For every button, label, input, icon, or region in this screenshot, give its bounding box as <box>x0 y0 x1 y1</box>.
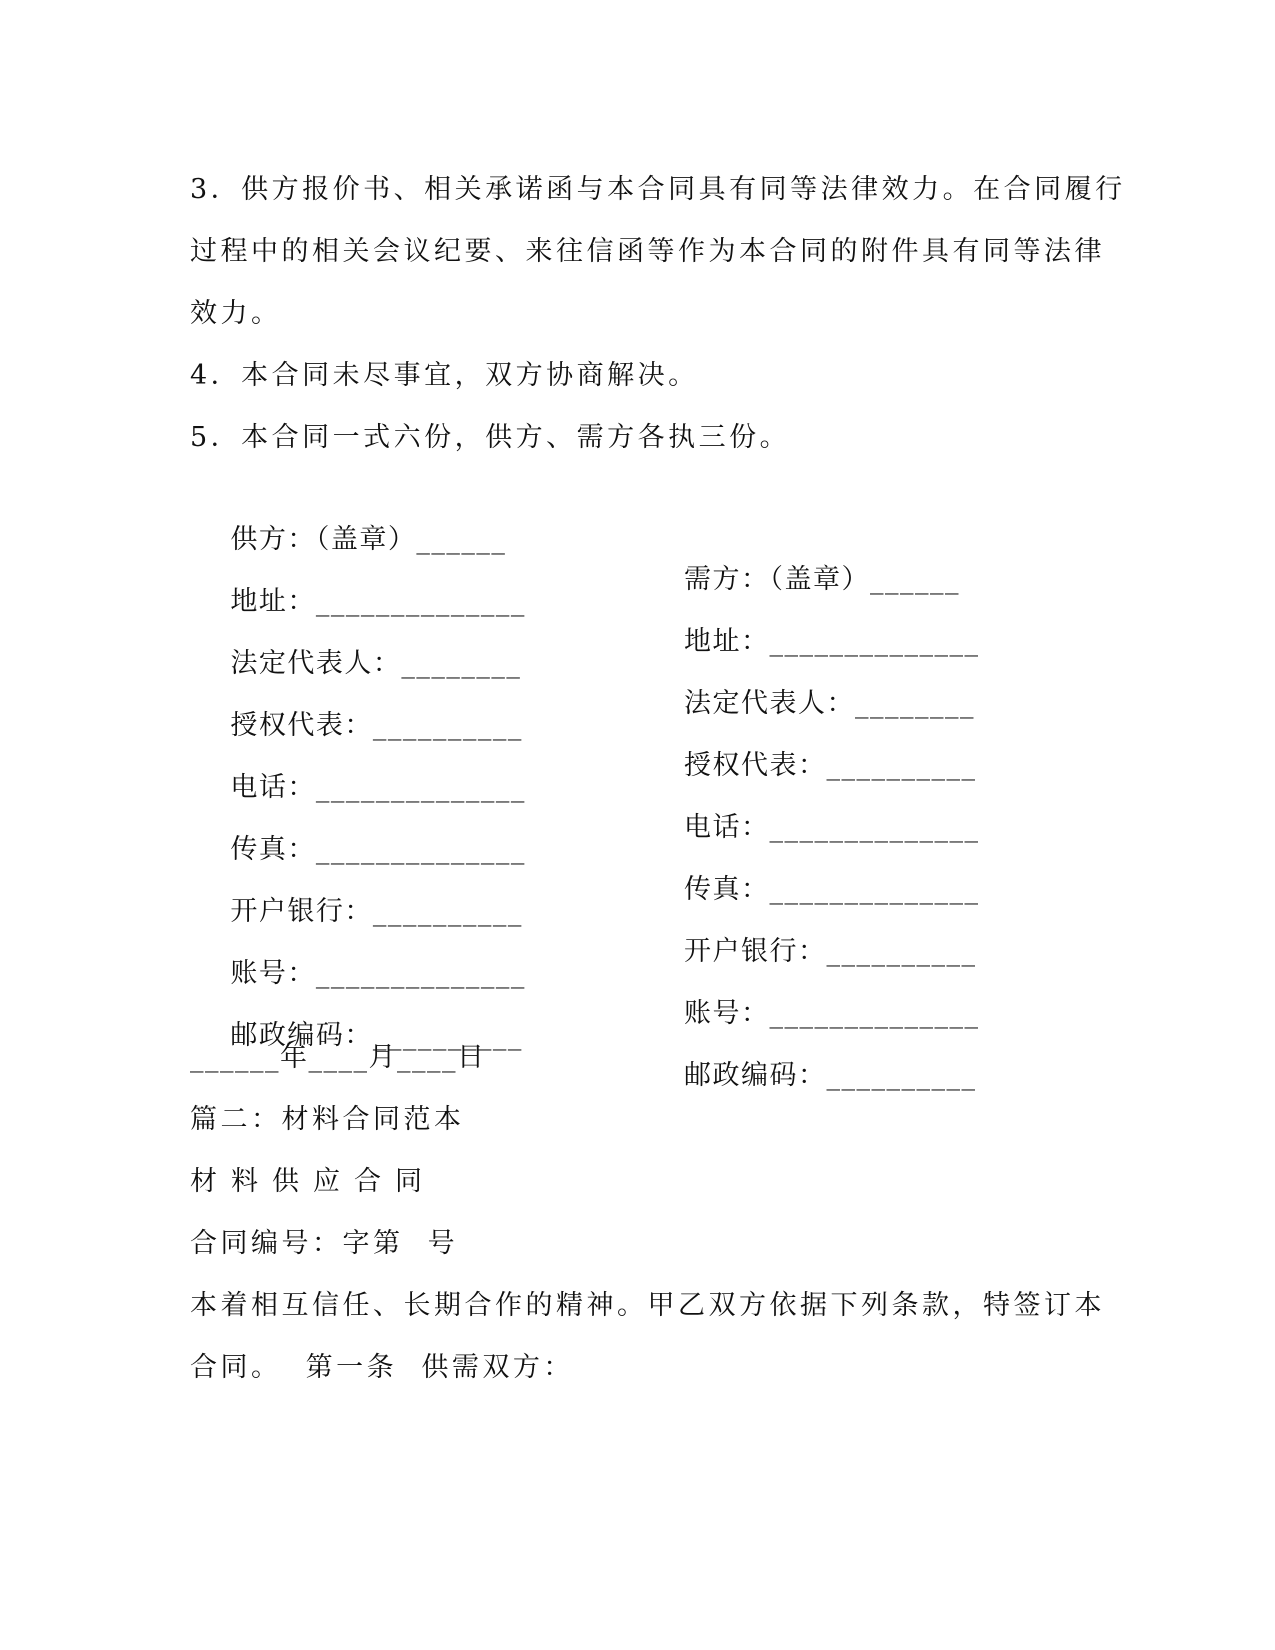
date-line: ______年____月____日 <box>190 1042 486 1073</box>
buyer-authorized-rep-field: 授权代表：__________ <box>684 750 977 781</box>
supplier-address-field: 地址：______________ <box>230 586 526 617</box>
clause-3-line-1: 3．供方报价书、相关承诺函与本合同具有同等法律效力。在合同履行 <box>190 174 1126 205</box>
clause-3-line-3: 效力。 <box>190 298 282 329</box>
supplier-postcode-field: 邮政编码：__________ <box>230 1020 523 1051</box>
contract-number: 合同编号：字第 号 <box>190 1228 459 1259</box>
supplier-authorized-rep-field: 授权代表：__________ <box>230 710 523 741</box>
supplier-account-field: 账号：______________ <box>230 958 526 989</box>
supplier-bank-field: 开户银行：__________ <box>230 896 523 927</box>
buyer-seal-field: 需方：（盖章）______ <box>684 564 960 595</box>
section-2-heading: 篇二：材料合同范本 <box>190 1104 465 1135</box>
supplier-phone-field: 电话：______________ <box>230 772 526 803</box>
buyer-address-field: 地址：______________ <box>684 626 980 657</box>
intro-line-1: 本着相互信任、长期合作的精神。甲乙双方依据下列条款，特签订本 <box>190 1290 1105 1321</box>
buyer-account-field: 账号：______________ <box>684 998 980 1029</box>
supplier-fax-field: 传真：______________ <box>230 834 526 865</box>
intro-line-2: 合同。 第一条 供需双方： <box>190 1352 574 1383</box>
clause-5: 5．本合同一式六份，供方、需方各执三份。 <box>190 422 791 453</box>
clause-3-line-2: 过程中的相关会议纪要、来往信函等作为本合同的附件具有同等法律 <box>190 236 1105 267</box>
buyer-fax-field: 传真：______________ <box>684 874 980 905</box>
signature-row-seal <box>190 480 960 595</box>
section-2-title: 材料供应合同 <box>190 1166 436 1197</box>
clause-4: 4．本合同未尽事宜，双方协商解决。 <box>190 360 699 391</box>
supplier-legal-rep-field: 法定代表人：________ <box>230 648 522 679</box>
buyer-postcode-field: 邮政编码：__________ <box>684 1060 977 1091</box>
supplier-seal-field: 供方：（盖章）______ <box>230 524 507 555</box>
buyer-bank-field: 开户银行：__________ <box>684 936 977 967</box>
buyer-legal-rep-field: 法定代表人：________ <box>684 688 975 719</box>
buyer-phone-field: 电话：______________ <box>684 812 980 843</box>
